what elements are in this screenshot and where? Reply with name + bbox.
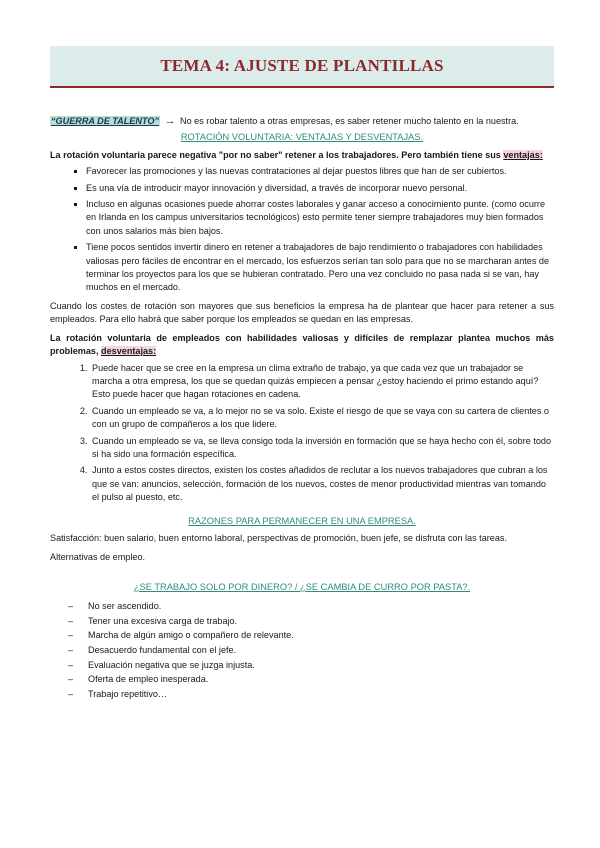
list-item: 4. Junto a estos costes directos, existen los costes añadidos de reclutar a los nuevos trabajadores que cubran a los que se van: anuncios, selección, formación de los nuevos, costes de menor productividad mientras van tomando el pulso al puesto, etc. (90, 464, 554, 504)
list-item: – Oferta de empleo inesperada. (50, 673, 554, 686)
advantages-lead-text: La rotación voluntaria parece negativa "por no saber" retener a los trabajadores. Pero también tiene sus (50, 149, 504, 160)
advantages-list (50, 165, 554, 295)
list-item: 3. Cuando un empleado se va, se lleva consigo toda la inversión en formación que se haya hecho con él, sobre todo si ha sido una formación específica. (90, 435, 554, 462)
right-arrow-icon: → (164, 115, 176, 127)
list-item: – Evaluación negativa que se juzga injusta. (50, 659, 554, 672)
intro-line (50, 115, 554, 128)
advantages-lead (50, 149, 554, 162)
section-heading-rotation: ROTACIÓN VOLUNTARIA: VENTAJAS Y DESVENTAJAS. (180, 132, 424, 143)
list-item: 1. Puede hacer que se cree en la empresa un clima extraño de trabajo, ya que cada vez que un trabajador se marcha a otra empresa, los que se quedan quizás empiecen a pensar ¿estoy haciendo el primo estando aquí? Esto puede hacer que hagan rotaciones en cadena. (90, 362, 554, 402)
list-item: ▪ Es una vía de introducir mayor innovación y diversidad, a través de incorporar nuevo personal. (86, 182, 554, 195)
list-item: ▪ Incluso en algunas ocasiones puede ahorrar costes laborales y ganar acceso a conocimiento punte. (como ocurre en Irlanda en los campus universitarios tecnológicos) esto permite tener siempre trabajadores muy bien formados con unos salarios más bien bajos. (86, 198, 554, 238)
talent-war-highlight: “GUERRA DE TALENTO” (51, 116, 159, 126)
section-heading-reasons: RAZONES PARA PERMANECER EN UNA EMPRESA. (188, 515, 416, 526)
list-item: – Desacuerdo fundamental con el jefe. (50, 644, 554, 657)
list-item: ▪ Tiene pocos sentidos invertir dinero en retener a trabajadores de bajo rendimiento o trabajadores con habilidades valiosas pero fáciles de encontrar en el mercado, los esfuerzos serían tan solo para que no se marcharan antes de terminar los proyectos para los que se hubieran contratado. Pero una vez concluido no pasa nada si se van, hay muchos en el mercado. (86, 241, 554, 295)
list-item: – No ser ascendido. (50, 600, 554, 613)
advantages-keyword: ventajas: (503, 149, 543, 160)
list-item: – Trabajo repetitivo… (50, 688, 554, 701)
alternatives-line: Alternativas de empleo. (50, 552, 146, 563)
intro-text: No es robar talento a otras empresas, es saber retener mucho talento en la nuestra. (180, 116, 519, 126)
retention-paragraph: Cuando los costes de rotación son mayores que sus beneficios la empresa ha de plantear que hacer para retener a sus empleados. Para ello habrá que saber porque los empleados se quedan en las empresas. (50, 300, 554, 325)
list-item: 2. Cuando un empleado se va, a lo mejor no se va solo. Existe el riesgo de que se vaya con su cartera de clientes o con un grupo de compañeros a los que lidere. (90, 405, 554, 432)
disadvantages-keyword: desventajas: (101, 346, 157, 357)
title-banner (50, 46, 554, 88)
list-item: ▪ Favorecer las promociones y las nuevas contrataciones al dejar puestos libres que han de ser cubiertos. (86, 165, 554, 178)
section-heading-money: ¿SE TRABAJO SOLO POR DINERO? / ¿SE CAMBIA DE CURRO POR PASTA?. (133, 581, 471, 592)
page-title: TEMA 4: AJUSTE DE PLANTILLAS (160, 56, 444, 75)
disadvantages-list (50, 362, 554, 505)
reasons-list (50, 600, 554, 701)
satisfaction-line: Satisfacción: buen salario, buen entorno laboral, perspectivas de promoción, buen jefe, se disfruta con las tareas. (50, 532, 507, 543)
list-item: – Tener una excesiva carga de trabajo. (50, 615, 554, 628)
disadvantages-lead (50, 332, 554, 359)
document-body (50, 115, 554, 702)
disadvantages-lead-text: La rotación voluntaria de empleados con habilidades valiosas y difíciles de remplazar plantea muchos más problemas, (50, 332, 554, 357)
list-item: – Marcha de algún amigo o compañero de relevante. (50, 629, 554, 642)
